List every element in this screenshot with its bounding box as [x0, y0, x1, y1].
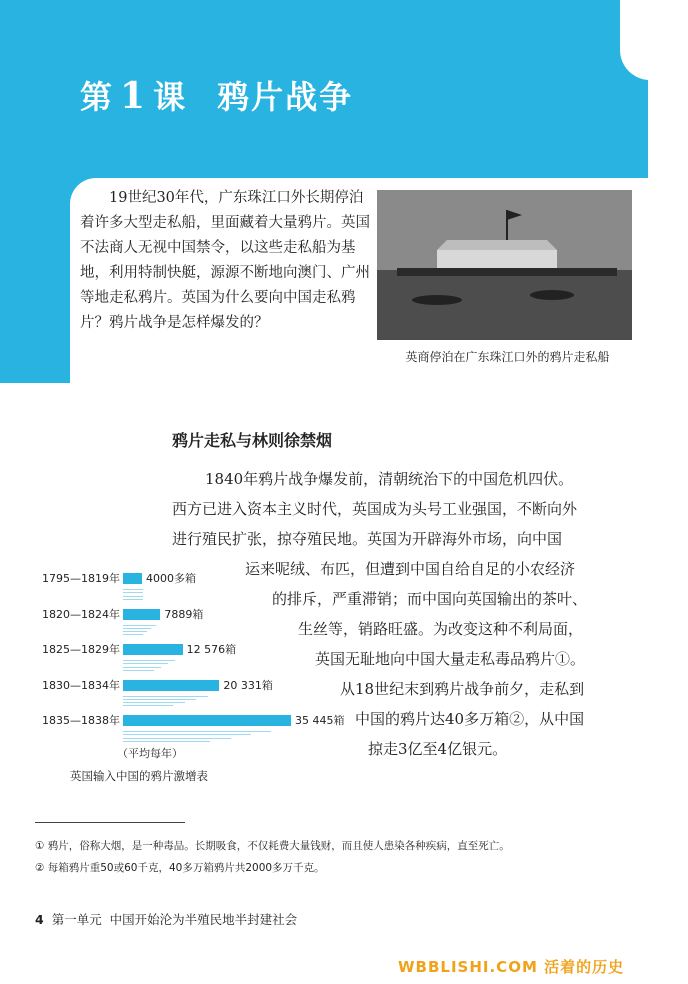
lesson-name: 鸦片战争 [217, 78, 354, 116]
chart-hatch-line [123, 663, 168, 664]
paragraph-line: 运来呢绒、布匹，但遭到中国自给自足的小农经济 [245, 560, 576, 578]
chart-bar [123, 573, 142, 584]
page-footer [35, 910, 297, 928]
footnote-1: ① 鸦片，俗称大烟，是一种毒品。长期吸食，不仅耗费大量钱财，而且使人患染各种疾病，直至死亡。 [35, 840, 510, 852]
chart-hatch-line [123, 705, 173, 706]
chart-hatch-line [123, 596, 143, 597]
chart-bar [123, 715, 291, 726]
intro-box [70, 178, 648, 383]
paragraph-line: 西方已进入资本主义时代，英国成为头号工业强国，不断向外 [172, 500, 578, 518]
paragraph-line: 生丝等，销路旺盛。为改变这种不利局面， [298, 620, 584, 638]
chart-bar [123, 609, 160, 620]
chart-row [30, 639, 330, 659]
footnote-2: ② 每箱鸦片重50或60千克，40多万箱鸦片共2000多万千克。 [35, 862, 325, 874]
paragraph-line: 1840年鸦片战争爆发前，清朝统治下的中国危机四伏。 [205, 470, 574, 488]
chart-hatch-line [123, 734, 251, 735]
chart-hatch-line [123, 592, 143, 593]
chart-hatch-line [123, 738, 231, 739]
chart-row [30, 675, 330, 695]
chart-hatch-line [123, 731, 271, 732]
chart-title: 英国输入中国的鸦片激增表 [70, 769, 208, 783]
chart-bar [123, 644, 183, 655]
paragraph-line: 掠走3亿至4亿银元。 [368, 740, 508, 758]
paragraph-line: 英国无耻地向中国大量走私毒品鸦片①。 [315, 650, 586, 668]
chart-hatch-line [123, 631, 147, 632]
lesson-title [80, 72, 353, 118]
chart-hatch-line [123, 634, 143, 635]
paragraph-line: 进行殖民扩张，掠夺殖民地。英国为开辟海外市场，向中国 [172, 530, 563, 548]
site-watermark [398, 956, 624, 977]
chart-hatch-line [123, 589, 143, 590]
intro-text: 19世纪30年代，广东珠江口外长期停泊着许多大型走私船，里面藏着大量鸦片。英国不法商人无视中国禁令，以这些走私船为基地，利用特制快艇，源源不断地向澳门、广州等地走私鸦片。英国为什么要向中国走私鸦片？鸦片战争是怎样爆发的？ [80, 190, 370, 331]
chart-category-label: 1835—1838年 [42, 714, 120, 727]
chart-row [30, 568, 330, 588]
section-title: 鸦片走私与林则徐禁烟 [172, 431, 333, 450]
opium-import-chart [30, 568, 345, 738]
watermark-logo: 活着的历史 [544, 958, 625, 976]
footer-unit: 第一单元 [51, 912, 102, 927]
corner-decoration [620, 0, 688, 80]
chart-category-label: 1830—1834年 [42, 678, 120, 692]
chart-category-label: 1820—1824年 [42, 607, 120, 621]
chart-category-label: 1795—1819年 [42, 572, 120, 585]
chart-hatch-line [123, 696, 208, 697]
chart-value-label: 35 445箱 [295, 714, 345, 727]
chart-unit-note: （平均每年） [117, 747, 183, 760]
chart-row [30, 710, 345, 730]
chart-category-label: 1825—1829年 [42, 643, 120, 656]
lesson-number: 1 [120, 75, 148, 117]
chart-hatch-line [123, 625, 156, 626]
paragraph-line: 从18世纪末到鸦片战争前夕，走私到 [340, 680, 585, 698]
chart-hatch-line [123, 667, 161, 668]
chart-hatch-line [123, 699, 196, 700]
lesson-suffix: 课 [153, 78, 188, 116]
chart-value-label: 12 576箱 [186, 643, 237, 656]
chart-row [30, 604, 330, 624]
chart-bar [123, 680, 219, 691]
chart-hatch-line [123, 599, 143, 600]
chart-hatch-line [123, 702, 185, 703]
smuggling-ship-photo [377, 190, 632, 340]
chart-value-label: 4000多箱 [145, 572, 196, 585]
photo-caption: 英商停泊在广东珠江口外的鸦片走私船 [405, 350, 610, 364]
chart-value-label: 7889箱 [164, 607, 204, 621]
paragraph-line: 的排斥，严重滞销；而中国向英国输出的茶叶、 [272, 590, 588, 608]
chart-hatch-line [123, 660, 175, 661]
footer-unit-title: 中国开始沦为半殖民地半封建社会 [109, 912, 298, 927]
watermark-site: WBBLISHI.COM [398, 958, 538, 976]
chart-value-label: 20 331箱 [223, 678, 273, 692]
page-number: 4 [35, 912, 44, 927]
lesson-prefix: 第 [80, 78, 115, 116]
footnote-rule [35, 822, 185, 823]
chart-hatch-line [123, 628, 151, 629]
ship-illustration [377, 190, 632, 340]
chart-hatch-line [123, 741, 210, 742]
paragraph-line: 中国的鸦片达40多万箱②，从中国 [355, 710, 585, 728]
chart-hatch-line [123, 670, 154, 671]
